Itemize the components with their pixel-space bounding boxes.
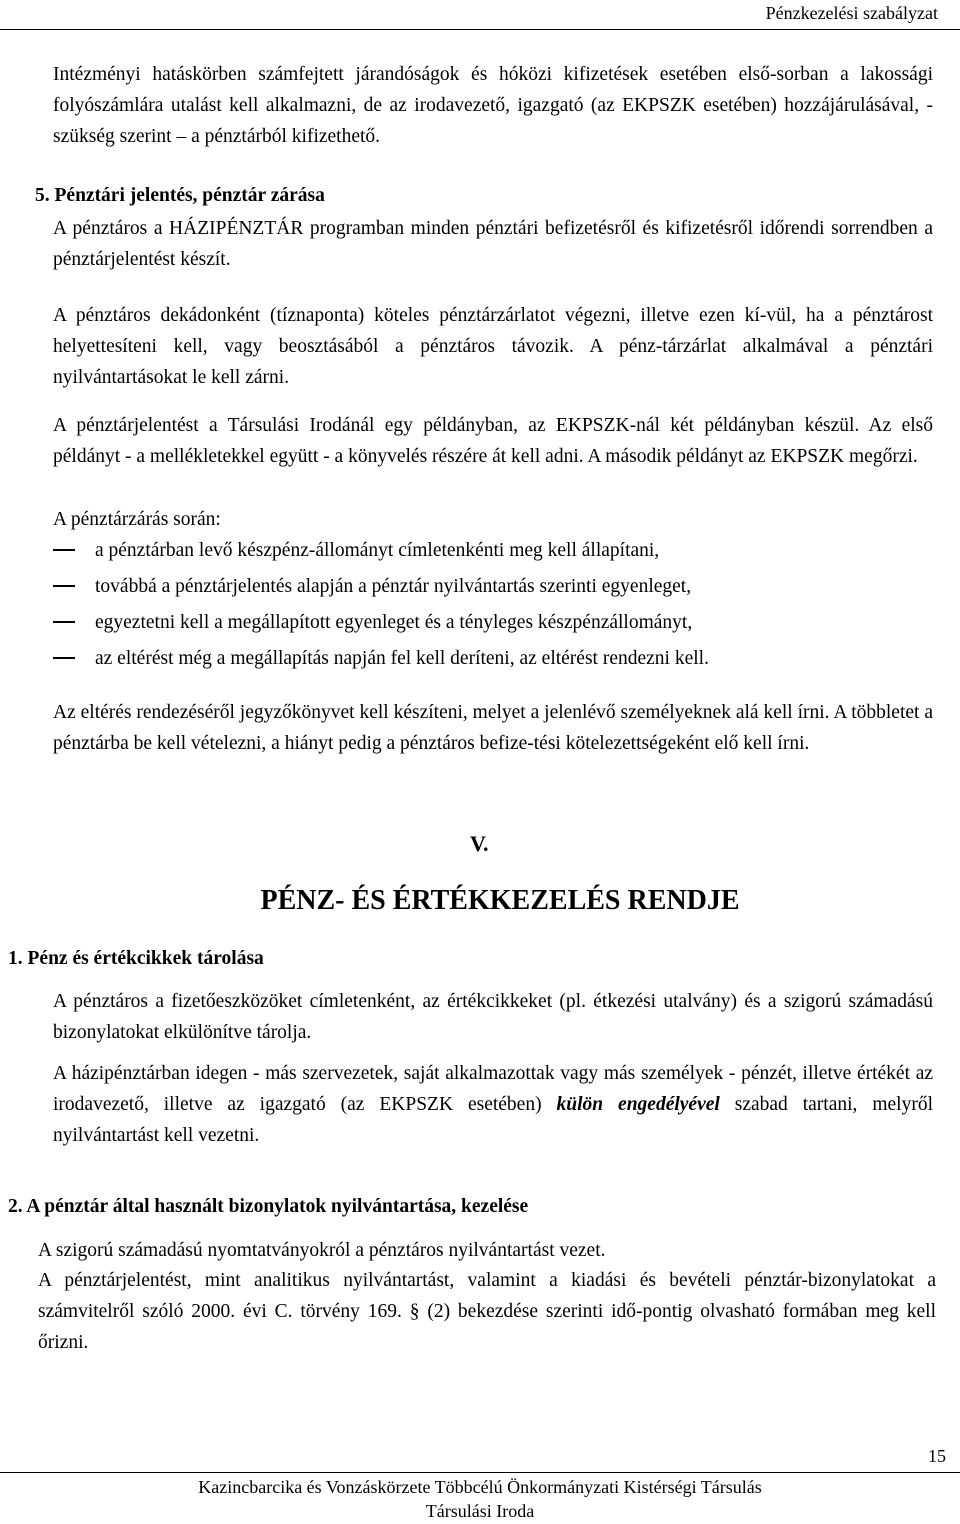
- section-5-paragraph-4: A pénztárzárás során:: [53, 509, 221, 530]
- chapter-title: PÉNZ- ÉS ÉRTÉKKEZELÉS RENDJE: [260, 885, 740, 916]
- section-2-paragraph-2: A pénztárjelentést, mint analitikus nyilvántartást, valamint a kiadási és bevételi pénztár-bizonylatokat a számvitelről szóló 2000. évi C. törvény 169. § (2) bekezdése szerinti idő-pontig olvasható formában meg kell őrizni.: [38, 1270, 936, 1353]
- section-1-paragraph-2: A házipénztárban idegen - más szervezetek, saját alkalmazottak vagy más személyek - pénzét, illetve értékét az irodavezető, illetve az igazgató (az EKPSZK esetében) külön engedélyével szabad tartani, melyről nyilvántartást kell vezetni.: [53, 1063, 933, 1146]
- list-item: egyeztetni kell a megállapított egyenleget és a tényleges készpénzállományt,: [53, 607, 933, 643]
- chapter-numeral: V.: [470, 831, 489, 856]
- dash-bullet: [53, 621, 75, 623]
- section-5-paragraph-1: A pénztáros a HÁZIPÉNZTÁR programban minden pénztári befizetésről és kifizetésről időrendi sorrendben a pénztárjelentést készít.: [53, 218, 933, 270]
- dash-bullet: [53, 549, 75, 551]
- section-2-paragraph-1: A szigorú számadású nyomtatványokról a pénztáros nyilvántartást vezet.: [38, 1240, 606, 1261]
- section-5-paragraph-5: Az eltérés rendezéséről jegyzőkönyvet kell készíteni, melyet a jelenlévő személyeknek alá kell írni. A többletet a pénztárba be kell vételezni, a hiányt pedig a pénztáros befize-tési kötelezettségeként elő kell írni.: [53, 702, 933, 754]
- emphasis-text: külön engedélyével: [556, 1094, 720, 1115]
- list-item: továbbá a pénztárjelentés alapján a pénztár nyilvántartás szerinti egyenleget,: [53, 571, 933, 607]
- closing-steps-list: [53, 535, 933, 679]
- section-1-paragraph-1: A pénztáros a fizetőeszközöket címletenként, az értékcikkeket (pl. étkezési utalvány) és a szigorú számadású bizonylatokat elkülönítve tárolja.: [53, 991, 933, 1043]
- section-2-heading: 2. A pénztár által használt bizonylatok nyilvántartása, kezelése: [8, 1196, 529, 1217]
- section-5-paragraph-2: A pénztáros dekádonként (tíznaponta) köteles pénztárzárlatot végezni, illetve ezen kí-vül, ha a pénztárost helyettesíteni kell, vagy beosztásából a pénztáros távozik. A pénz-tárzárlat alkalmával a pénztári nyilvántartásokat le kell zárni.: [53, 305, 933, 388]
- intro-paragraph: Intézményi hatáskörben számfejtett járandóságok és hóközi kifizetések esetében első-sorban a lakossági folyószámlára utalást kell alkalmazni, de az irodavezető, igazgató (az EKPSZK esetében) hozzájárulásával, - szükség szerint – a pénztárból kifizethető.: [53, 64, 933, 147]
- footer-office: Társulási Iroda: [425, 1501, 535, 1521]
- header-rule: [0, 29, 960, 30]
- running-header: Pénzkezelési szabályzat: [765, 3, 938, 23]
- section-5-heading: 5. Pénztári jelentés, pénztár zárása: [35, 185, 325, 206]
- dash-bullet: [53, 657, 75, 659]
- section-1-heading: 1. Pénz és értékcikkek tárolása: [8, 948, 264, 969]
- page-number: 15: [928, 1446, 946, 1466]
- list-item: a pénztárban levő készpénz-állományt címletenkénti meg kell állapítani,: [53, 535, 933, 571]
- footer-rule: [0, 1472, 960, 1473]
- dash-bullet: [53, 585, 75, 587]
- section-5-paragraph-3: A pénztárjelentést a Társulási Irodánál egy példányban, az EKPSZK-nál két példányban készül. Az első példányt - a mellékletekkel együtt - a könyvelés részére át kell adni. A második példányt az EKPSZK megőrzi.: [53, 415, 933, 467]
- footer-organization: Kazincbarcika és Vonzáskörzete Többcélú Önkormányzati Kistérségi Társulás: [198, 1477, 762, 1497]
- list-item: az eltérést még a megállapítás napján fel kell deríteni, az eltérést rendezni kell.: [53, 643, 933, 679]
